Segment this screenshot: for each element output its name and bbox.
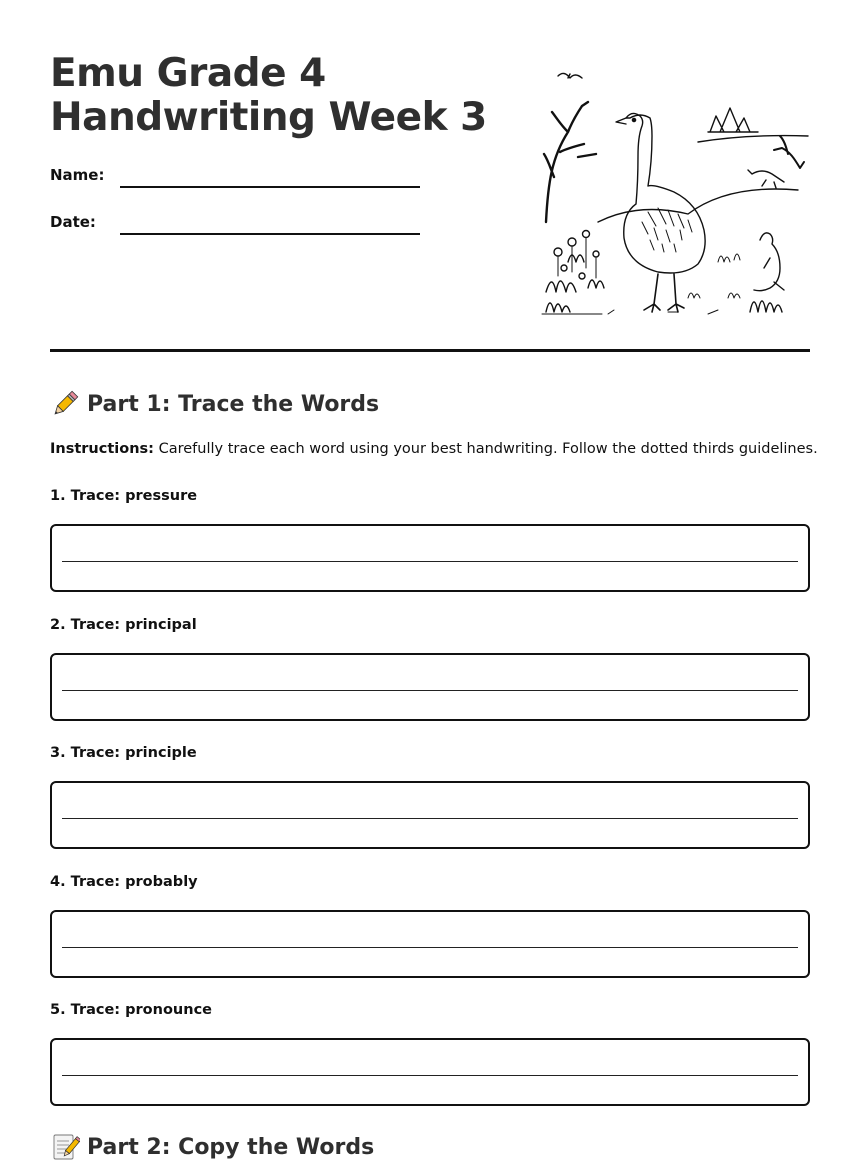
trace-box[interactable]: [50, 524, 810, 592]
trace-item-2: [50, 617, 810, 633]
trace-box[interactable]: [50, 653, 810, 721]
trace-guideline: [62, 561, 798, 562]
trace-guideline: [62, 1075, 798, 1076]
instructions-text: Carefully trace each word using your best handwriting. Follow the dotted thirds guidelines.: [153, 441, 818, 457]
trace-item-5: [50, 1002, 810, 1018]
trace-item-3: [50, 745, 810, 761]
trace-item-label: 1. Trace: pressure: [50, 488, 198, 504]
trace-item-1: [50, 488, 810, 504]
trace-box[interactable]: [50, 910, 810, 978]
trace-guideline: [62, 818, 798, 819]
header-divider: [50, 349, 810, 352]
name-label: Name:: [50, 166, 105, 184]
worksheet-title: [50, 52, 487, 140]
trace-guideline: [62, 947, 798, 948]
memo-icon: [50, 1132, 80, 1162]
name-write-line: [120, 186, 420, 188]
trace-box[interactable]: [50, 781, 810, 849]
trace-item-4: [50, 874, 810, 890]
part2-heading-text: Part 2: Copy the Words: [87, 1134, 375, 1160]
part2-heading: [50, 1132, 374, 1162]
emu-illustration-icon: [538, 62, 810, 324]
date-write-line: [120, 233, 420, 235]
name-field: [50, 164, 420, 188]
instructions: [50, 441, 818, 457]
date-field: [50, 211, 420, 235]
trace-item-label: 5. Trace: pronounce: [50, 1002, 213, 1018]
trace-item-label: 3. Trace: principle: [50, 745, 197, 761]
trace-guideline: [62, 690, 798, 691]
date-label: Date:: [50, 213, 96, 231]
part1-heading: [50, 389, 379, 419]
title-line-1: Emu Grade 4: [50, 51, 326, 96]
title-line-2: Handwriting Week 3: [50, 95, 487, 140]
trace-box[interactable]: [50, 1038, 810, 1106]
pencil-icon: [50, 389, 80, 419]
worksheet-page: [50, 0, 818, 1161]
part1-heading-text: Part 1: Trace the Words: [87, 391, 380, 417]
trace-item-label: 2. Trace: principal: [50, 617, 197, 633]
instructions-label: Instructions:: [50, 441, 154, 457]
trace-item-label: 4. Trace: probably: [50, 874, 198, 890]
